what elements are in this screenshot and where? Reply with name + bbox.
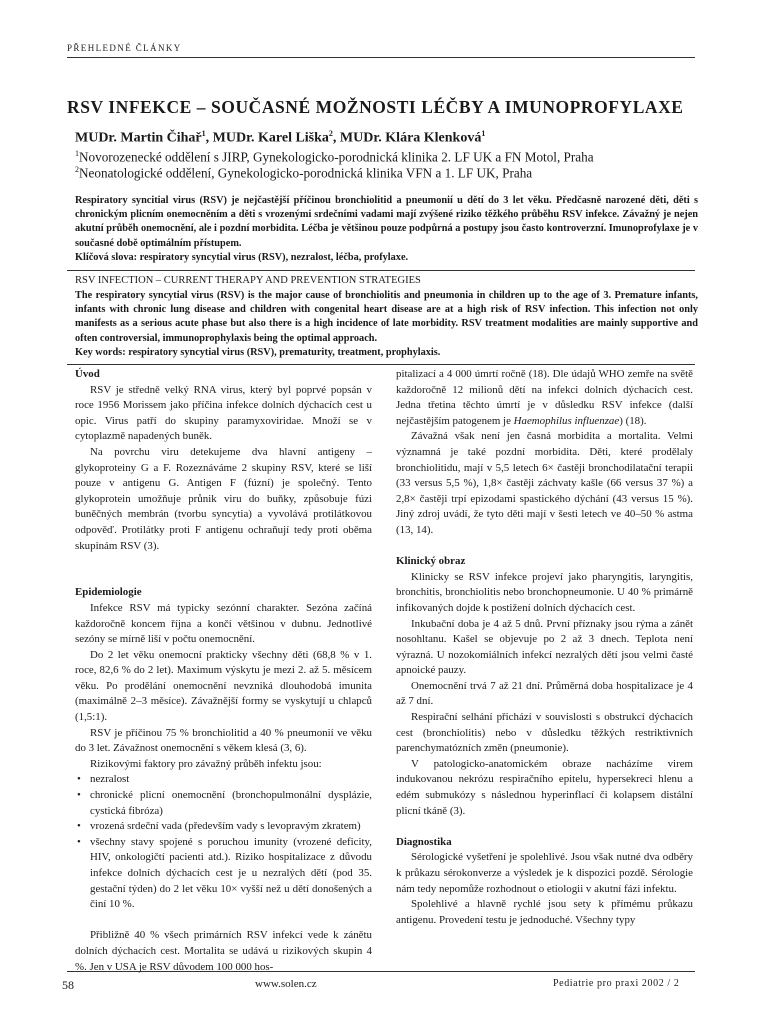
list-item: • chronické plicní onemocnění (bronchopulmonální dysplázie, cystická fibróza)	[75, 788, 372, 819]
paragraph-text: ) (18).	[619, 414, 647, 427]
abstract-en-title: RSV INFECTION – CURRENT THERAPY AND PREVENTION STRATEGIES	[75, 275, 421, 286]
section-heading-klinicky-obraz: Klinický obraz	[396, 555, 466, 568]
paragraph: RSV je příčinou 75 % bronchiolitid a 40 % pneumonií ve věku do 3 let. Závažnost onemocnění s věkem klesá (3, 6).	[75, 726, 372, 755]
section-heading-epidemiologie: Epidemiologie	[75, 586, 142, 599]
paragraph: Přibližně 40 % všech primárních RSV infekcí vede k zánětu dolních dýchacích cest. Mortalita se udává u rizikových skupin 4 %. Jen v USA je RSV důvodem 100 000 hos-	[75, 929, 372, 973]
risk-factor-list	[75, 772, 372, 912]
abstract-divider	[67, 270, 695, 271]
paragraph: Respirační selhání přichází v souvislosti s obstrukcí dýchacích cest (bronchiolitis) nebo v důsledku těžkých restriktivních parenchymatózních změn (pneumonie).	[396, 711, 693, 755]
paragraph: Závažná však není jen časná morbidita a mortalita. Velmi významná je také pozdní morbidita. Děti, které prodělaly bronchiolitidu, mají v 5,5 letech 6× častěji bronchodilatační terapii (33 versus 5,5 %), 1,8× častěji záchvaty kašle (66 versus 37 %) a 2,8× častěji trpí epizodami spastického dýchání (43 versus 15 %). Jiný zdroj uvádí, že tyto děti mají v šesti letech ve 40–50 % astma (13, 14).	[396, 430, 693, 536]
section-heading-uvod: Úvod	[75, 368, 100, 380]
abstract-cz-keywords: Klíčová slova: respiratory syncytial virus (RSV), nezralost, léčba, profylaxe.	[75, 251, 409, 263]
paragraph: Infekce RSV má typicky sezónní charakter. Sezóna začíná každoročně koncem října a končí většinou v dubnu. Jednotlivé sezóny se mírně liší v počtu onemocnění.	[75, 601, 372, 646]
abstract-en-keywords: Key words: respiratory syncytial virus (RSV), prematurity, treatment, prophylaxis.	[75, 346, 441, 358]
paragraph: Onemocnění trvá 7 až 21 dní. Průměrná doba hospitalizace je 4 až 7 dní.	[396, 679, 693, 708]
header-rule	[67, 57, 695, 58]
paragraph: Klinicky se RSV infekce projeví jako pharyngitis, laryngitis, bronchitis, bronchiolitis nebo bronchopneumonie. U 40 % primárně infikovaných dojde k postižení dolních dýchacích cest.	[396, 570, 693, 614]
abstract-en	[75, 289, 698, 360]
paragraph: Inkubační doba je 4 až 5 dnů. První příznaky jsou rýma a zánět nosohltanu. Kašel se objevuje po 2 až 3 dnech. Teplota není výrazná. U nozokomiálních infekcí nezralých dětí jsou velmi časté apnoické pauzy.	[396, 617, 693, 677]
abstract-cz	[75, 194, 698, 265]
paragraph: Na povrchu viru detekujeme dva hlavní antigeny – glykoproteiny G a F. Rozeznáváme 2 skupiny RSV, které se liší pouze v antigenu G. Antigen F (fúzní) je společný. Tento glykoprotein umožňuje průnik viru do buňky, způsobuje fúzi buněčných membrán (tvorbu syncytia) a vyvolává protilátkovou odpověď. Protilátky proti F antigenu ochraňují tedy proti oběma skupinám RSV (3).	[75, 445, 372, 552]
author-3-affil: 1	[481, 129, 486, 138]
affiliation-2-text: Neonatologické oddělení, Gynekologicko-porodnická klinika VFN a 1. LF UK, Praha	[79, 165, 533, 181]
author-2-affil: 2	[328, 129, 333, 138]
author-2: , MUDr. Karel Liška	[205, 130, 329, 146]
author-1-affil: 1	[201, 129, 206, 138]
body-divider	[67, 364, 695, 365]
abstract-cz-text: Respiratory syncitial virus (RSV) je nejčastější příčinou bronchiolitid a pneumonií u dětí do 3 let věku. Předčasně narozené děti, děti s chronickým plicním onemocněním a děti s vrozenými srdečními vadami mají zvýšené riziko těžkého průběhu RSV infekce. Závažný je nejen akutní průběh onemocnění, ale i pozdní morbidita. Léčba je většinou pouze podpůrná a postupy jsou často kontroverzní. Imunoprofylaxe je v současné době optimálním přístupem.	[75, 195, 698, 249]
journal-issue: Pediatrie pro praxi 2002 / 2	[553, 978, 680, 989]
running-header: PŘEHLEDNÉ ČLÁNKY	[67, 43, 182, 53]
author-line	[75, 129, 485, 147]
affiliation-2	[75, 165, 532, 181]
author-3: , MUDr. Klára Klenková	[332, 130, 482, 146]
page-number: 58	[62, 978, 74, 992]
left-column	[75, 367, 372, 975]
footer-rule	[67, 971, 695, 972]
author-1: MUDr. Martin Čihař	[75, 130, 202, 146]
paragraph: Do 2 let věku onemocní prakticky všechny děti (68,8 % v 1. roce, 82,6 % do 2 let). Maximum výskytu je mezi 2. až 5. měsícem věku. Po prodělání onemocnění nevzniká dlouhodobá imunita (maximálně 2–3 měsíce). Závažnější formy se vyskytují u chlapců (1,5:1).	[75, 648, 372, 724]
footer-url: www.solen.cz	[255, 978, 317, 990]
list-item: • vrozená srdeční vada (především vady s levopravým zkratem)	[75, 819, 372, 835]
list-item: • nezralost	[75, 772, 372, 788]
list-item: • všechny stavy spojené s poruchou imunity (vrozené deficity, HIV, onkologičtí pacienti atd.). Riziko hospitalizace z důvodu infekce dolních dýchacích cest je u nezralých dětí (pod 35. gestační týden) do 2 let věku 10× vyšší než u dětí donošených a činí 10 %.	[75, 835, 372, 913]
paragraph	[396, 367, 693, 429]
affiliation-1	[75, 149, 594, 165]
pathogen-name: Haemophilus influenzae	[513, 414, 620, 427]
affiliation-2-number: 2	[75, 165, 79, 174]
right-column	[396, 367, 693, 928]
paragraph: V patologicko-anatomickém obraze nacházíme virem indukovanou nekrózu respiračního epitelu, hypersekreci hlenu a edém submukózy s následnou hyperinflací či kolapsem distální plicní tkáně (3).	[396, 757, 693, 817]
affiliation-1-number: 1	[75, 149, 79, 158]
paragraph: Spolehlivé a hlavně rychlé jsou sety k přímému průkazu antigenu. Provedení testu je jednoduché. Všechny typy	[396, 898, 693, 926]
paragraph: Sérologické vyšetření je spolehlivé. Jsou však nutné dva odběry k průkazu sérokonverze a výsledek je k dispozici pozdě. Sérologie nám tedy nepomůže rozhodnout o etiologii v akutní fázi infektu.	[396, 851, 693, 895]
abstract-en-text: The respiratory syncytial virus (RSV) is the major cause of bronchiolitis and pneumonia in children up to the age of 3. Premature infants, infants with chronic lung disease and children with congenital heart disease are at a high risk of RSV infection. This infection not only manifests as a serious acute phase but also there is a high incidence of late morbidity. RSV treatment modalities are mainly supportive and often controversial, immunoprophylaxis being the optimal approach.	[75, 290, 698, 344]
paragraph: RSV je středně velký RNA virus, který byl poprvé popsán v roce 1956 Morissem jako příčina infekce dolních dýchacích cest u opic. Virus patří do skupiny paramyxoviridae. Množí se v cytoplazmě napadených buněk.	[75, 383, 372, 443]
paragraph: Rizikovými faktory pro závažný průběh infektu jsou:	[90, 757, 322, 770]
affiliation-1-text: Novorozenecké oddělení s JIRP, Gynekologicko-porodnická klinika 2. LF UK a FN Motol, Praha	[79, 149, 594, 165]
section-heading-diagnostika: Diagnostika	[396, 835, 452, 848]
article-title: RSV INFEKCE – SOUČASNÉ MOŽNOSTI LÉČBY A IMUNOPROFYLAXE	[67, 97, 684, 117]
paragraph-text: pitalizací a 4 000 úmrtí ročně (18). Dle údajů WHO zemře na světě každoročně 12 milionů dětí na infekci dolních dýchacích cest. Jedna třetina těchto úmrtí je v důsledku RSV infekce (další nejčastějším patogenem je	[396, 368, 693, 427]
